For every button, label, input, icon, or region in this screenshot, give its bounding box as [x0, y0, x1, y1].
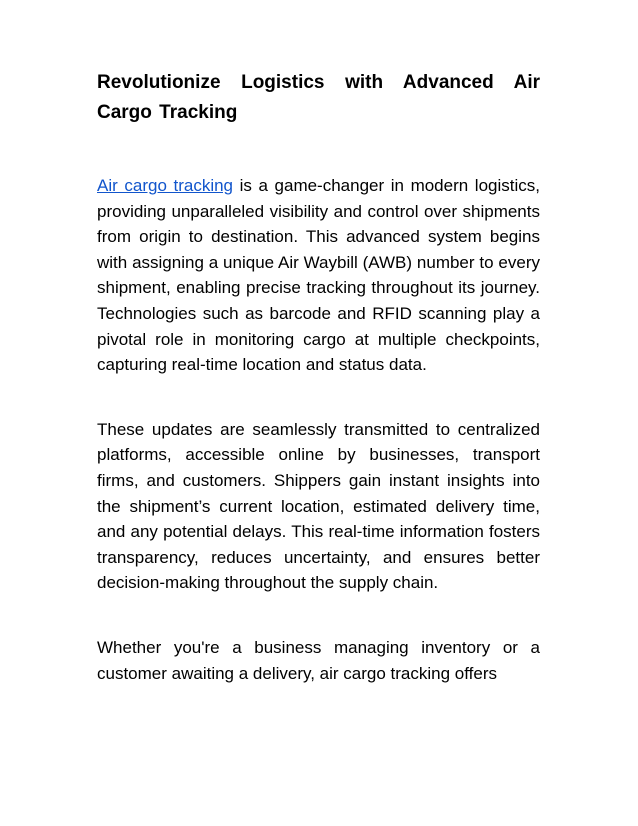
paragraph-intro-text: is a game-changer in modern logistics, providing unparalleled visibility and control over shipments from origin to destination. This advanced system begins with assigning a unique Air Waybill (AWB) number to every shipment, enabling precise tracking throughout its journey. Technologies such as barcode and RFID scanning play a pivotal role in monitoring cargo at multiple checkpoints, capturing real-time location and status data. [97, 176, 540, 375]
paragraph-intro [97, 173, 540, 378]
paragraph-benefits: Whether you're a business managing inventory or a customer awaiting a delivery, air cargo tracking offers [97, 637, 540, 683]
document-title: Revolutionize Logistics with Advanced Air Cargo Tracking [97, 72, 540, 123]
document-body [97, 68, 540, 686]
paragraph-updates: These updates are seamlessly transmitted to centralized platforms, accessible online by businesses, transport firms, and customers. Shippers gain instant insights into the shipment’s current location, estimated delivery time, and any potential delays. This real-time information fosters transparency, reduces uncertainty, and ensures better decision-making throughout the supply chain. [97, 419, 540, 593]
air-cargo-tracking-link[interactable]: Air cargo tracking [97, 176, 234, 195]
